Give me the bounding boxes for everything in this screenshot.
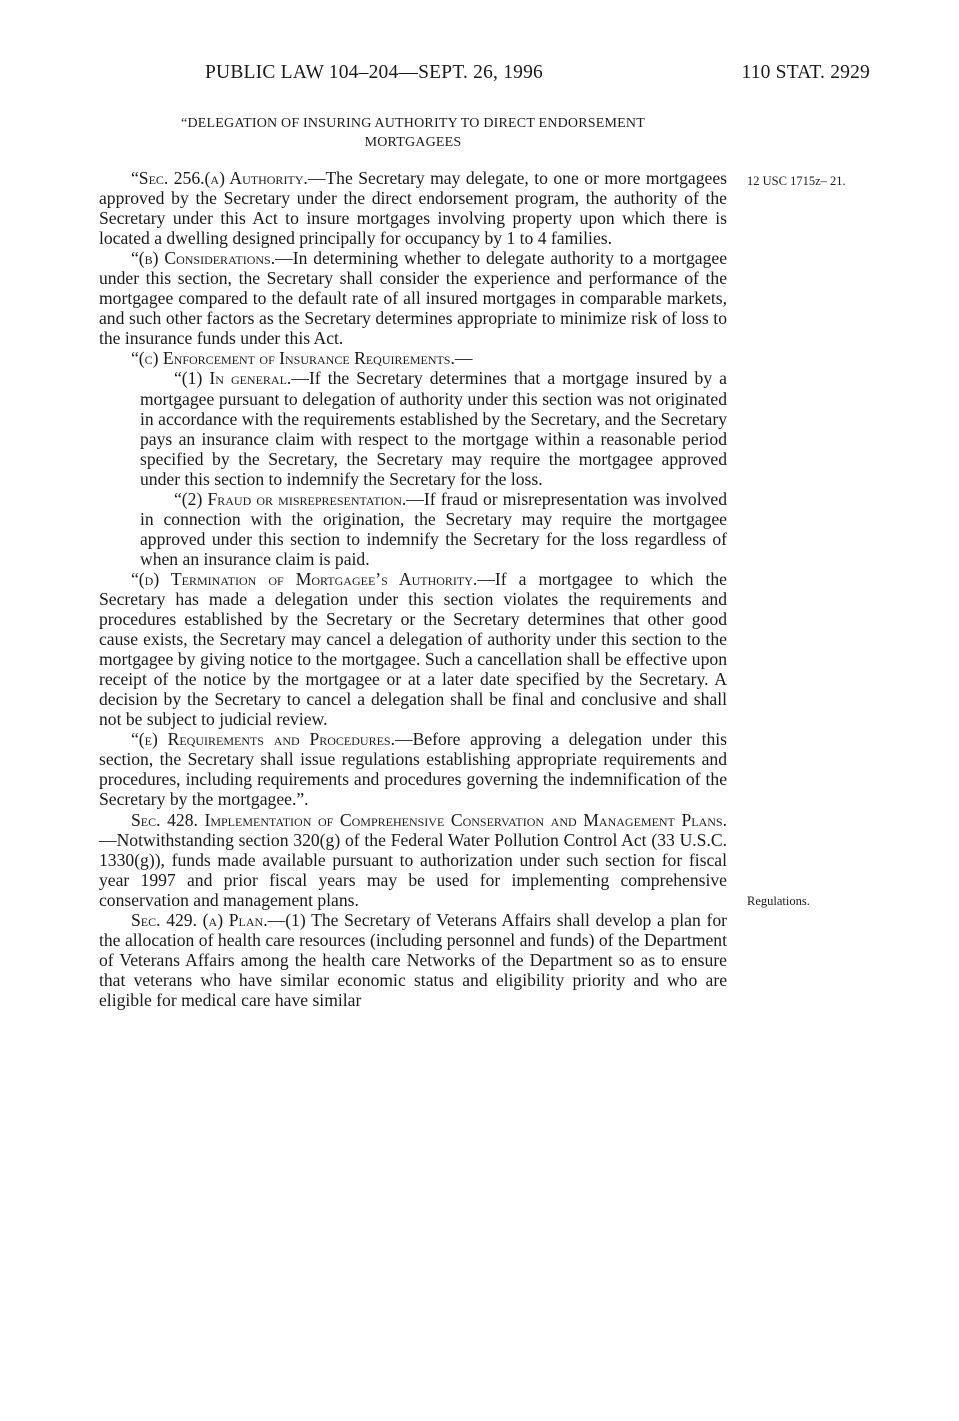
- paragraph-c-enforcement: [99, 348, 727, 368]
- section-heading: [118, 114, 708, 152]
- paragraph-text: —If fraud or misrepresentation was involved in connection with the origination, the Secretary may require the mortgagee approved under this section to indemnify the Secretary for the loss regardless of when an insurance claim is paid.: [140, 488, 727, 569]
- paragraph-text: —The Secretary may delegate, to one or more mortgagees approved by the Secretary under the direct endorsement program, the authority of the Secretary under this Act to insure mortgages involving property upon which there is located a dwelling designed principally for occupancy by 1 to 4 families.: [99, 168, 727, 249]
- paragraph-label: “(b) Considerations.: [131, 248, 276, 269]
- paragraph-b-considerations: [99, 248, 727, 348]
- paragraph-text: —If a mortgagee to which the Secretary has made a delegation under this section violates the requirements and procedures established by the Secretary or the Secretary determines that other good cause exists, the Secretary may cancel a delegation of authority under this section to the mortgagee by giving notice to the mortgagee. Such a cancellation shall be effective upon receipt of the notice by the mortgagee or at a later date specified by the Secretary. A decision by the Secretary to cancel a delegation shall be final and conclusive and shall not be subject to judicial review.: [99, 568, 727, 730]
- paragraph-label: “(e) Requirements and Procedures.: [131, 729, 395, 750]
- paragraph-label: “Sec. 256.(a) Authority.: [131, 168, 308, 188]
- margin-note-regulations: Regulations.: [747, 894, 810, 908]
- paragraph-c2-fraud: [99, 489, 727, 569]
- paragraph-sec-429: [99, 910, 727, 1010]
- paragraph-label: “(1) In general.: [174, 368, 292, 389]
- paragraph-text: —Before approving a delegation under this section, the Secretary shall issue regulations establishing appropriate requirements and procedures, including requirements and procedures governing the indemnification of the Secretary by the mortgagee.”.: [99, 729, 728, 810]
- margin-note-usc-citation: 12 USC 1715z– 21.: [747, 174, 846, 188]
- section-heading-line-2: MORTGAGEES: [364, 135, 462, 150]
- running-header: [205, 62, 870, 88]
- paragraph-sec-256-a: [99, 168, 727, 248]
- paragraph-sec-428: [99, 810, 727, 910]
- paragraph-label: Sec. 429. (a) Plan.: [131, 909, 268, 930]
- paragraph-text: —(1) The Secretary of Veterans Affairs shall develop a plan for the allocation of health care resources (including personnel and funds) of the Department of Veterans Affairs among the health care Networks of the Department so as to ensure that veterans who have similar economic status and eligibility priority and who are eligible for medical care have similar: [99, 909, 727, 1010]
- paragraph-text: —If the Secretary determines that a mortgage insured by a mortgagee pursuant to delegation of authority under this section was not originated in accordance with the requirements established by the Secretary, and the Secretary pays an insurance claim with respect to the mortgage within a reasonable period specified by the Secretary, the Secretary may require the mortgagee approved under this section to indemnify the Secretary for the loss.: [140, 368, 727, 489]
- paragraph-text: —: [454, 348, 473, 369]
- paragraph-label: Sec. 428. Implementation of Comprehensive Conservation and Management Plans.: [131, 809, 727, 830]
- section-heading-line-1: “DELEGATION OF INSURING AUTHORITY TO DIRECT ENDORSEMENT: [181, 116, 645, 131]
- paragraph-text: —Notwithstanding section 320(g) of the Federal Water Pollution Control Act (33 U.S.C. 1330(g)), funds made available pursuant to authorization under such section for fiscal year 1997 and prior fiscal years may be used for implementing comprehensive conservation and management plans.: [99, 829, 727, 910]
- paragraph-e-requirements: [99, 729, 727, 809]
- paragraph-c1-in-general: [99, 368, 727, 488]
- body-text: [99, 168, 727, 1010]
- paragraph-text: —In determining whether to delegate authority to a mortgagee under this section, the Secretary shall consider the experience and performance of the mortgagee compared to the default rate of all insured mortgages in comparable markets, and such other factors as the Secretary determines appropriate to minimize risk of loss to the insurance funds under this Act.: [99, 248, 728, 349]
- statute-page-number: 110 STAT. 2929: [741, 62, 870, 83]
- public-law-citation: PUBLIC LAW 104–204—SEPT. 26, 1996: [205, 62, 543, 83]
- paragraph-d-termination: [99, 569, 727, 729]
- paragraph-label: “(2) Fraud or misrepresentation.: [174, 488, 407, 509]
- paragraph-label: “(d) Termination of Mortgagee’s Authority.: [131, 568, 478, 589]
- paragraph-label: “(c) Enforcement of Insurance Requirements.: [131, 348, 455, 369]
